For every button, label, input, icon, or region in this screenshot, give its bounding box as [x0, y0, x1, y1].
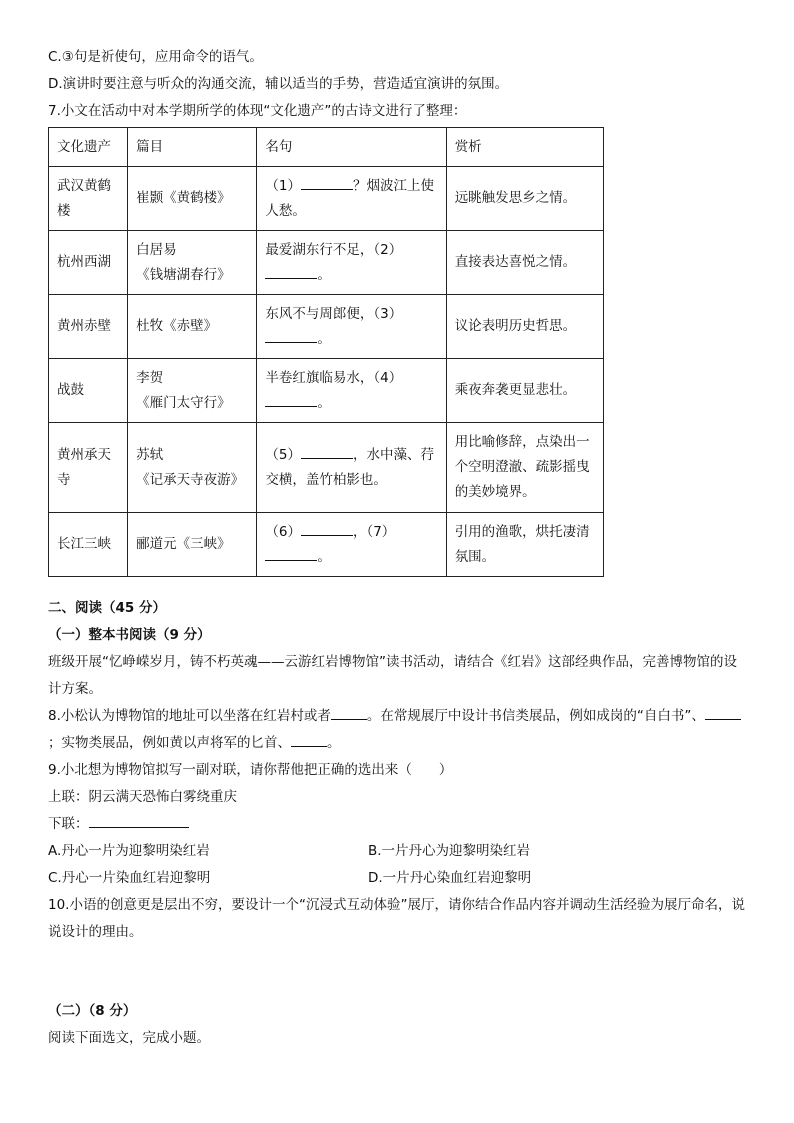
header-title: 篇目: [128, 128, 257, 167]
cell-analysis: 议论表明历史哲思。: [446, 295, 603, 359]
couplet-lower: 下联：: [48, 811, 748, 838]
cell-title: 郦道元《三峡》: [128, 513, 257, 577]
option-c[interactable]: C.丹心一片染血红岩迎黎明: [48, 870, 211, 886]
answer-blank[interactable]: [301, 175, 353, 190]
question-9: 9.小北想为博物馆拟写一副对联，请你帮他把正确的选出来（ ）: [48, 762, 453, 778]
subsection-title-2: （二）（8 分）: [48, 1003, 137, 1019]
option-c-line: C.③句是祈使句，应用命令的语气。: [48, 49, 263, 65]
question-7: 7.小文在活动中对本学期所学的体现“文化遗产”的古诗文进行了整理：: [48, 103, 467, 119]
table-row: [49, 167, 604, 231]
answer-blank[interactable]: [705, 705, 741, 720]
cell-title: 崔颢《黄鹤楼》: [128, 167, 257, 231]
heritage-table: [48, 127, 604, 577]
cell-heritage: 黄州承天寺: [49, 423, 128, 513]
cell-analysis: 引用的渔歌，烘托凄清氛围。: [446, 513, 603, 577]
answer-blank[interactable]: [265, 392, 317, 407]
cell-heritage: 武汉黄鹤楼: [49, 167, 128, 231]
table-row: [49, 295, 604, 359]
cell-analysis: 远眺触发思乡之情。: [446, 167, 603, 231]
table-row: [49, 513, 604, 577]
options-row-2: [48, 865, 748, 892]
header-quote: 名句: [257, 128, 446, 167]
option-d-line: D.演讲时要注意与听众的沟通交流，辅以适当的手势，营造适宜演讲的氛围。: [48, 76, 509, 92]
cell-title: 杜牧《赤壁》: [128, 295, 257, 359]
cell-heritage: 长江三峡: [49, 513, 128, 577]
cell-quote: （1） ？烟波江上使人愁。: [257, 167, 446, 231]
answer-space[interactable]: [48, 946, 748, 998]
answer-blank[interactable]: [265, 264, 317, 279]
table-row: [49, 423, 604, 513]
answer-blank[interactable]: [265, 546, 317, 561]
cell-title: 李贺 《雁门太守行》: [128, 359, 257, 423]
table-row: [49, 231, 604, 295]
answer-blank[interactable]: [301, 444, 353, 459]
answer-blank[interactable]: [301, 521, 353, 536]
cell-analysis: 直接表达喜悦之情。: [446, 231, 603, 295]
cell-analysis: 乘夜奔袭更显悲壮。: [446, 359, 603, 423]
table-row: [49, 359, 604, 423]
header-analysis: 赏析: [446, 128, 603, 167]
activity-intro: 班级开展“忆峥嵘岁月，铸不朽英魂——云游红岩博物馆”读书活动，请结合《红岩》这部经典作品，完善博物馆的设计方案。: [48, 654, 737, 697]
question-8: 8.小松认为博物馆的地址可以坐落在红岩村或者 。在常规展厅中设计书信类展品，例如成岗的“自白书”、；实物类展品，例如黄以声将军的匕首、 。: [48, 703, 748, 757]
answer-blank[interactable]: [291, 732, 327, 747]
question-10: 10.小语的创意更是层出不穷，要设计一个“沉浸式互动体验”展厅，请你结合作品内容并调动生活经验为展厅命名，说说设计的理由。: [48, 897, 745, 940]
option-d[interactable]: D.一片丹心染血红岩迎黎明: [368, 870, 532, 886]
subsection-title: （一）整本书阅读（9 分）: [48, 627, 211, 643]
cell-quote: （5） ，水中藻、荇交横，盖竹柏影也。: [257, 423, 446, 513]
cell-quote: 最爱湖东行不足，（2） 。: [257, 231, 446, 295]
answer-blank[interactable]: [265, 328, 317, 343]
answer-blank[interactable]: [331, 705, 367, 720]
cell-heritage: 杭州西湖: [49, 231, 128, 295]
options-row-1: [48, 838, 748, 865]
cell-title: 苏轼 《记承天寺夜游》: [128, 423, 257, 513]
option-b[interactable]: B.一片丹心为迎黎明染红岩: [368, 843, 531, 859]
header-heritage: 文化遗产: [49, 128, 128, 167]
answer-blank[interactable]: [89, 813, 189, 828]
table-header-row: [49, 128, 604, 167]
cell-quote: 半卷红旗临易水，（4） 。: [257, 359, 446, 423]
cell-heritage: 黄州赤壁: [49, 295, 128, 359]
option-a[interactable]: A.丹心一片为迎黎明染红岩: [48, 843, 210, 859]
exam-page: [48, 44, 748, 1052]
cell-analysis: 用比喻修辞，点染出一个空明澄澈、疏影摇曳的美妙境界。: [446, 423, 603, 513]
section-title: 二、阅读（45 分）: [48, 600, 166, 616]
cell-quote: （6） ，（7） 。: [257, 513, 446, 577]
couplet-upper: 上联：阴云满天恐怖白雾绕重庆: [48, 789, 237, 805]
reading-instruction: 阅读下面选文，完成小题。: [48, 1030, 210, 1046]
cell-title: 白居易 《钱塘湖春行》: [128, 231, 257, 295]
cell-quote: 东风不与周郎便，（3） 。: [257, 295, 446, 359]
cell-heritage: 战鼓: [49, 359, 128, 423]
